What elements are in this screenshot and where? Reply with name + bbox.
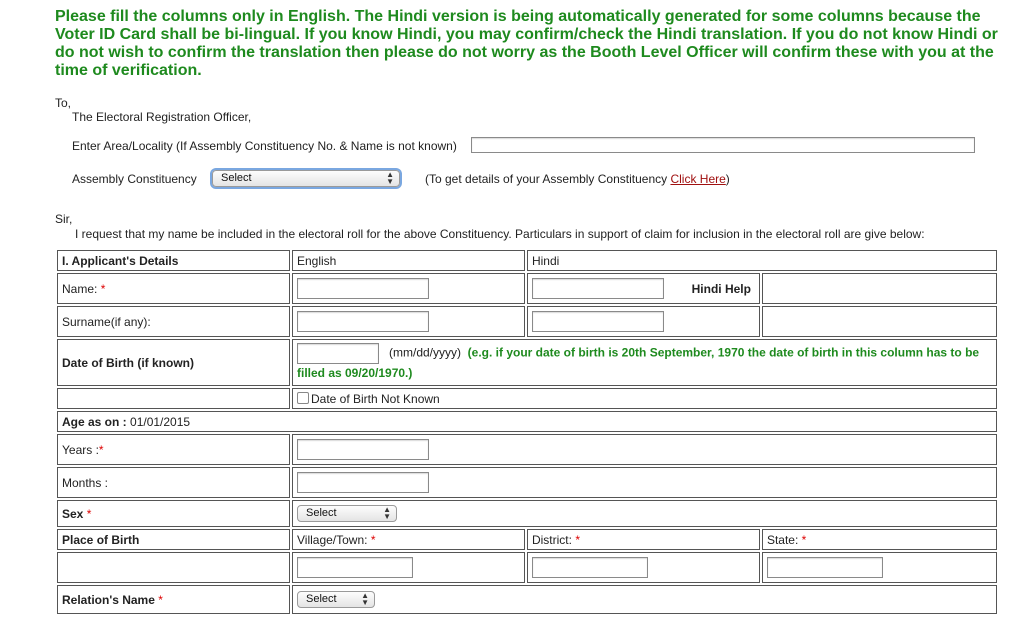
dob-input[interactable]: [297, 343, 379, 364]
surname-label: Surname(if any):: [57, 306, 290, 337]
years-cell: [292, 434, 997, 465]
sex-select-value: Select: [305, 507, 337, 519]
relation-cell: [292, 585, 997, 614]
relation-label-cell: [57, 585, 290, 614]
assembly-constituency-label: Assembly Constituency: [72, 172, 197, 186]
dob-label: Date of Birth (if known): [57, 339, 290, 386]
dob-unknown-label: Date of Birth Not Known: [310, 391, 440, 406]
years-input[interactable]: [297, 439, 429, 460]
to-label: To,: [55, 96, 72, 110]
assembly-constituency-select[interactable]: [212, 170, 400, 187]
district-label: District:: [531, 532, 576, 547]
district-input[interactable]: [532, 557, 648, 578]
empty-cell: [57, 388, 290, 409]
dob-unknown-cell: [292, 388, 997, 409]
empty-cell: [762, 273, 997, 304]
area-input[interactable]: [471, 137, 975, 153]
place-of-birth-label: Place of Birth: [57, 529, 290, 550]
col-hindi-header: Hindi: [527, 250, 997, 271]
village-label-cell: [292, 529, 525, 550]
name-hindi-cell: [527, 273, 760, 304]
months-input[interactable]: [297, 472, 429, 493]
dob-cell: [292, 339, 997, 386]
dob-unknown-checkbox[interactable]: [297, 392, 309, 404]
ac-details-text: [425, 172, 730, 186]
surname-hindi-cell: [527, 306, 760, 337]
name-english-input[interactable]: [297, 278, 429, 299]
months-cell: [292, 467, 997, 498]
age-as-on-date: 01/01/2015: [130, 414, 191, 429]
village-label: Village/Town:: [296, 532, 371, 547]
state-label-cell: [762, 529, 997, 550]
ac-details-prefix: (To get details of your Assembly Constituency: [425, 172, 671, 186]
select-arrows-icon: ▲ ▼: [386, 170, 394, 186]
village-cell: [292, 552, 525, 583]
sex-cell: [292, 500, 997, 527]
ac-details-suffix: ): [725, 172, 730, 186]
required-mark: *: [801, 532, 807, 547]
officer-label: The Electoral Registration Officer,: [72, 110, 252, 124]
months-label: Months :: [57, 467, 290, 498]
required-mark: *: [98, 442, 104, 457]
age-as-on-label: Age as on :: [62, 414, 131, 429]
district-label-cell: [527, 529, 760, 550]
district-cell: [527, 552, 760, 583]
state-label: State:: [766, 532, 802, 547]
years-label: Years :: [62, 442, 99, 457]
applicant-details-table: [55, 248, 999, 616]
relation-select-value: Select: [305, 593, 337, 605]
select-arrows-icon: ▲ ▼: [383, 505, 391, 521]
language-notice: Please fill the columns only in English. The Hindi version is being automatically generated for some columns because the Voter ID Card shall be bi-lingual. If you know Hindi, you may confirm/check the Hindi translation. If you do not know Hindi or do not wish to confirm the translation then please do not worry as the Booth Level Officer will confirm these with you at the time of verification.: [55, 8, 998, 79]
sex-label: Sex: [62, 506, 87, 521]
salutation: Sir,: [55, 212, 73, 226]
hindi-help-button[interactable]: Hindi Help: [691, 281, 751, 296]
name-english-cell: [292, 273, 525, 304]
ac-select-value: Select: [221, 172, 252, 184]
years-label-cell: [57, 434, 290, 465]
required-mark: *: [86, 506, 92, 521]
surname-english-cell: [292, 306, 525, 337]
age-as-on-cell: [57, 411, 997, 432]
required-mark: *: [100, 281, 106, 296]
sex-select[interactable]: [297, 505, 397, 522]
required-mark: *: [575, 532, 580, 547]
empty-cell: [762, 306, 997, 337]
select-arrows-icon: ▲ ▼: [361, 591, 369, 607]
relation-label: Relation's Name: [62, 592, 159, 607]
name-hindi-input[interactable]: [532, 278, 664, 299]
dob-format: (mm/dd/yyyy): [389, 345, 461, 360]
name-label: Name:: [62, 281, 101, 296]
section-title: I. Applicant's Details: [57, 250, 290, 271]
request-text: I request that my name be included in the electoral roll for the above Constituency. Particulars in support of claim for inclusion in the electoral roll are give below:: [75, 227, 925, 241]
area-label: Enter Area/Locality (If Assembly Constituency No. & Name is not known): [72, 139, 457, 153]
surname-english-input[interactable]: [297, 311, 429, 332]
empty-cell: [57, 552, 290, 583]
name-label-cell: [57, 273, 290, 304]
col-english-header: English: [292, 250, 525, 271]
required-mark: *: [370, 532, 376, 547]
village-input[interactable]: [297, 557, 413, 578]
relation-select[interactable]: [297, 591, 375, 608]
state-input[interactable]: [767, 557, 883, 578]
click-here-link[interactable]: Click Here: [670, 172, 726, 186]
required-mark: *: [158, 592, 163, 607]
surname-hindi-input[interactable]: [532, 311, 664, 332]
state-cell: [762, 552, 997, 583]
sex-label-cell: [57, 500, 290, 527]
dob-hint: (e.g. if your date of birth is 20th September, 1970 the date of birth in this column has to be filled as 09/20/1970.): [296, 345, 980, 380]
